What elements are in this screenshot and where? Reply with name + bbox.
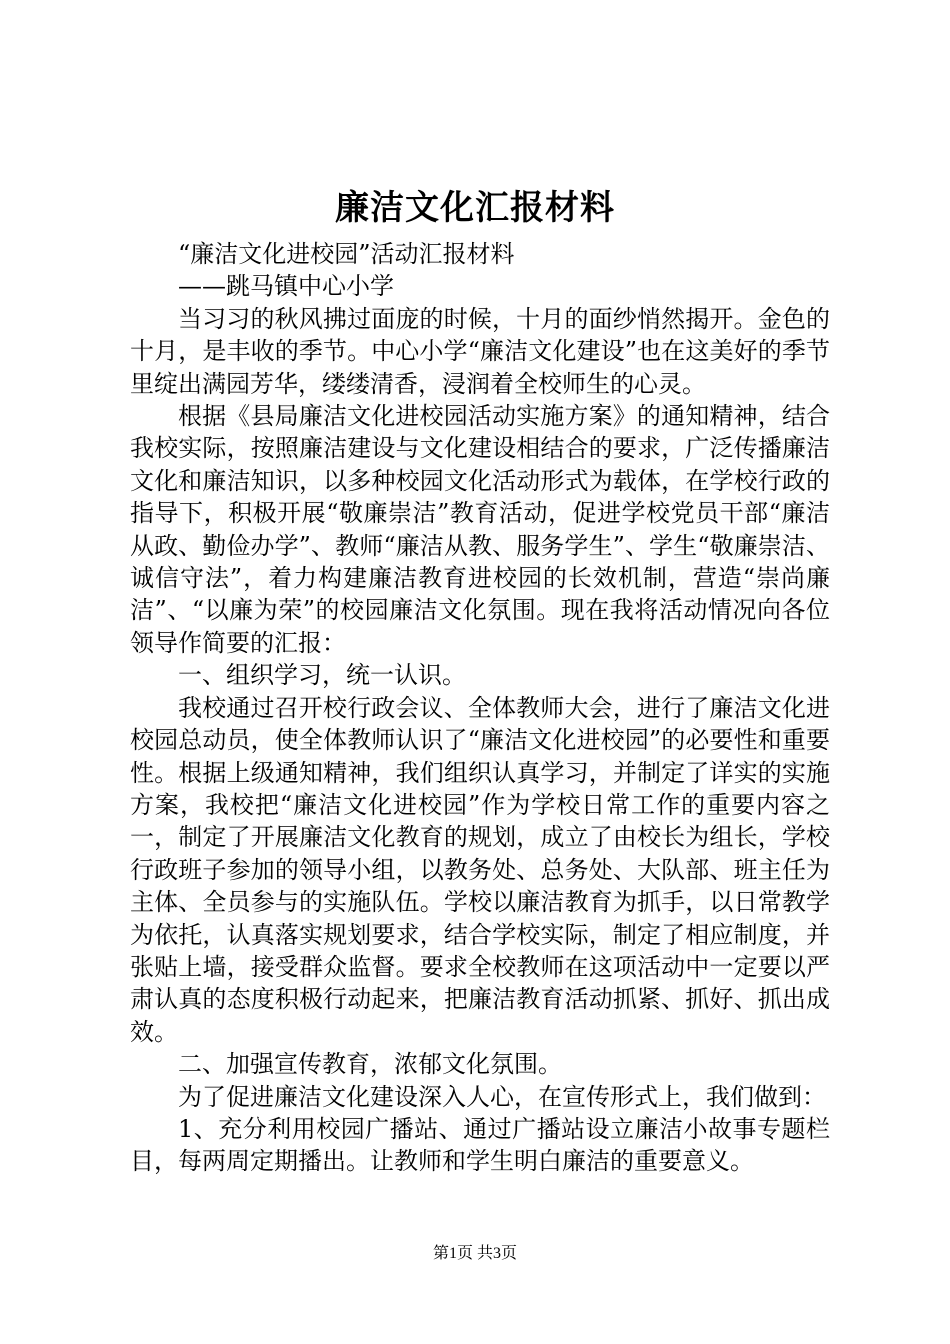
paragraph-section-2: 为了促进廉洁文化建设深入人心，在宣传形式上，我们做到： <box>178 1082 826 1111</box>
document-body <box>130 238 830 1178</box>
report-author: ——跳马镇中心小学 <box>178 272 394 301</box>
document-title: 廉洁文化汇报材料 <box>335 188 615 228</box>
paragraph-background: 根据《县局廉洁文化进校园活动实施方案》的通知精神，结合我校实际，按照廉洁建设与文化建设相结合的要求，广泛传播廉洁文化和廉洁知识，以多种校园文化活动形式为载体，在学校行政的指导下，积极开展“敬廉崇洁”教育活动，促进学校党员干部“廉洁从政、勤俭办学”、教师“廉洁从教、服务学生”、学生“敬廉崇洁、诚信守法”，着力构建廉洁教育进校园的长效机制，营造“崇尚廉洁”、“以廉为荣”的校园廉洁文化氛围。现在我将活动情况向各位领导作简要的汇报： <box>130 402 830 657</box>
report-subtitle: “廉洁文化进校园”活动汇报材料 <box>178 240 515 268</box>
paragraph-intro: 当习习的秋风拂过面庞的时候，十月的面纱悄然揭开。金色的十月，是丰收的季节。中心小学“廉洁文化建设”也在这美好的季节里绽出满园芳华，缕缕清香，浸润着全校师生的心灵。 <box>130 304 830 398</box>
section-heading-2: 二、加强宣传教育，浓郁文化氛围。 <box>178 1050 562 1079</box>
paragraph-item-1: 1、充分利用校园广播站、通过广播站设立廉洁小故事专题栏目，每两周定期播出。让教师和学生明白廉洁的重要意义。 <box>130 1114 830 1176</box>
page-footer: 第1页 共3页 <box>432 1245 517 1262</box>
paragraph-section-1: 我校通过召开校行政会议、全体教师大会，进行了廉洁文化进校园总动员，使全体教师认识了“廉洁文化进校园”的必要性和重要性。根据上级通知精神，我们组织认真学习，并制定了详实的实施方案，我校把“廉洁文化进校园”作为学校日常工作的重要内容之一，制定了开展廉洁文化教育的规划，成立了由校长为组长，学校行政班子参加的领导小组，以教务处、总务处、大队部、班主任为主体、全员参与的实施队伍。学校以廉洁教育为抓手，以日常教学为依托，认真落实规划要求，结合学校实际，制定了相应制度，并张贴上墙，接受群众监督。要求全校教师在这项活动中一定要以严肃认真的态度积极行动起来，把廉洁教育活动抓紧、抓好、抓出成效。 <box>130 693 830 1046</box>
section-heading-1: 一、组织学习，统一认识。 <box>178 661 466 690</box>
